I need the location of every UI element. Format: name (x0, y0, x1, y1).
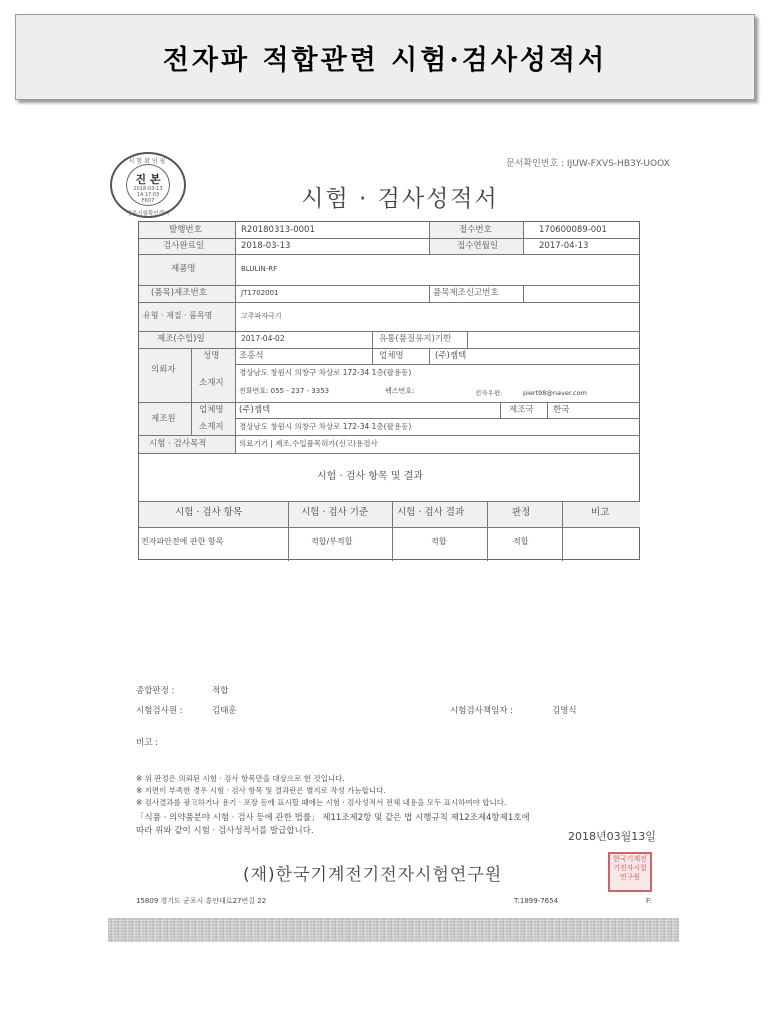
institute-fax: F: (646, 897, 652, 905)
col-judgement-header: 판정 (512, 507, 531, 518)
tester-label: 시험검사원 : (136, 706, 183, 716)
product-name-label: 제품명 (171, 264, 196, 274)
email-label: 전자우편: (475, 389, 503, 397)
mfr-address-label: 소재지 (199, 422, 224, 432)
results-title: 시험 · 검사 항목 및 결과 (317, 471, 424, 482)
fax-text: 팩스번호: (385, 387, 415, 395)
seal-bottom-text: 정부시험확인센터 (126, 211, 170, 217)
overall-value: 적합 (212, 686, 229, 696)
certification-seal (110, 152, 186, 218)
purpose-label: 시험 · 검사목적 (149, 439, 207, 449)
client-name-value: 조홍식 (239, 351, 264, 361)
mfr-address-value: 경상남도 창원시 의창구 차상로 172-34 1층(팔용동) (239, 422, 412, 431)
law-line-1: 「식품 · 의약품분야 시험 · 검사 등에 관한 법률」 제11조제2항 및 같은 법 시행규칙 제12조제4항제1호에 (136, 813, 530, 823)
report-title: 시험 · 검사성적서 (301, 186, 499, 212)
receipt-date-label: 접수연월일 (457, 241, 499, 251)
note-1: ※ 위 판정은 의뢰된 시험 · 검사 항목만을 대상으로 한 것입니다. (136, 774, 345, 783)
row-criteria: 적합/부적합 (311, 537, 353, 546)
issue-no-value: R20180313-0001 (241, 225, 315, 235)
client-address-value: 경상남도 창원시 의창구 차상로 172-34 1층(팔용동) (239, 368, 412, 377)
mfg-date-value: 2017-04-02 (241, 334, 285, 343)
doc-confirm-number: 문서확인번호 : IJUW-FXVS-HB3Y-UOOX (506, 159, 670, 169)
receipt-no-value: 170600089-001 (539, 225, 607, 235)
remarks-label: 비고 : (136, 738, 158, 748)
company-value: (주)젬텍 (435, 351, 467, 361)
seal-main-text: 진 본 (135, 173, 161, 186)
official-stamp: 한국기계전기전자시험연구원 (608, 852, 652, 892)
mfr-company-label: 업체명 (199, 405, 224, 415)
mfg-date-label: 제조(수입)일 (157, 334, 205, 344)
manufacturer-label: 제조원 (151, 414, 176, 424)
page-title: 전자파 적합관련 시험·검사성적서 (162, 44, 608, 76)
receipt-date-value: 2017-04-13 (539, 241, 589, 251)
type-label: 유형 · 재질 · 품목명 (143, 311, 213, 320)
issue-no-label: 발행번호 (169, 225, 202, 235)
completion-date-label: 검사완료일 (163, 241, 205, 251)
note-3: ※ 검사결과를 광고하거나 용기 · 포장 등에 표시할 때에는 시험 · 검사성적서 전체 내용을 모두 표시하여야 합니다. (136, 798, 507, 807)
expiry-label: 유통(품질유지)기한 (379, 334, 452, 344)
institute-tel: T:1899-7654 (514, 897, 559, 905)
seal-date-text (112, 186, 184, 204)
tester-value: 김태훈 (212, 706, 237, 716)
client-name-label: 성명 (203, 351, 220, 361)
row-item: 전자파안전에 관한 항목 (141, 537, 224, 546)
col-remarks-header: 비고 (591, 507, 610, 518)
law-line-2: 따라 위와 같이 시험 · 검사성적서를 발급합니다. (136, 826, 314, 836)
item-report-no-label: 품목제조신고번호 (433, 288, 499, 298)
type-value: 고주파자극기 (241, 312, 282, 320)
receipt-no-label: 접수번호 (459, 225, 492, 235)
seal-top-text: 시험확인필 (128, 158, 168, 165)
scan-noise-overlay (108, 918, 679, 942)
col-items-header: 시험 · 검사 항목 (175, 507, 243, 518)
completion-date-value: 2018-03-13 (241, 241, 291, 251)
country-label: 제조국 (509, 405, 534, 415)
seal-time: 14:17:03 (136, 192, 160, 198)
col-criteria-header: 시험 · 검사 기준 (301, 507, 369, 518)
row-judgement: 적합 (513, 537, 529, 546)
col-results-header: 시험 · 검사 결과 (397, 507, 465, 518)
client-label: 의뢰자 (151, 365, 176, 375)
client-address-label: 소재지 (199, 378, 224, 388)
country-value: 한국 (553, 405, 570, 415)
supervisor-value: 김영식 (552, 706, 577, 716)
institute-name: (재)한국기계전기전자시험연구원 (243, 865, 503, 885)
supervisor-label: 시험검사책임자 : (450, 706, 514, 716)
purpose-value: 의료기기 | 제조.수입품목허가(신고)용검사 (239, 439, 378, 448)
seal-date: 2018-03-13 (133, 186, 163, 192)
model-no-label: (품목)제조번호 (151, 288, 207, 298)
institute-address: 15809 경기도 군포시 흥안대로27번길 22 (136, 897, 267, 905)
company-label: 업체명 (379, 351, 404, 361)
email-value: piert98@naver.com (523, 389, 587, 397)
phone-text: 전화번호: 055 - 237 - 3353 (239, 387, 330, 395)
model-no-value: JT1702001 (241, 289, 279, 297)
seal-code: FK07 (141, 198, 155, 204)
overall-label: 종합판정 : (136, 686, 175, 696)
product-name-value: BLULIN-RF (241, 265, 278, 273)
row-result: 적합 (431, 537, 447, 546)
mfr-company-value: (주)젬텍 (239, 405, 271, 415)
note-2: ※ 지면이 부족한 경우 시험 · 검사 항목 및 결과란은 별지로 작성 가능합니다. (136, 786, 386, 795)
issue-date: 2018년03월13일 (568, 830, 656, 843)
report-table (138, 221, 640, 560)
